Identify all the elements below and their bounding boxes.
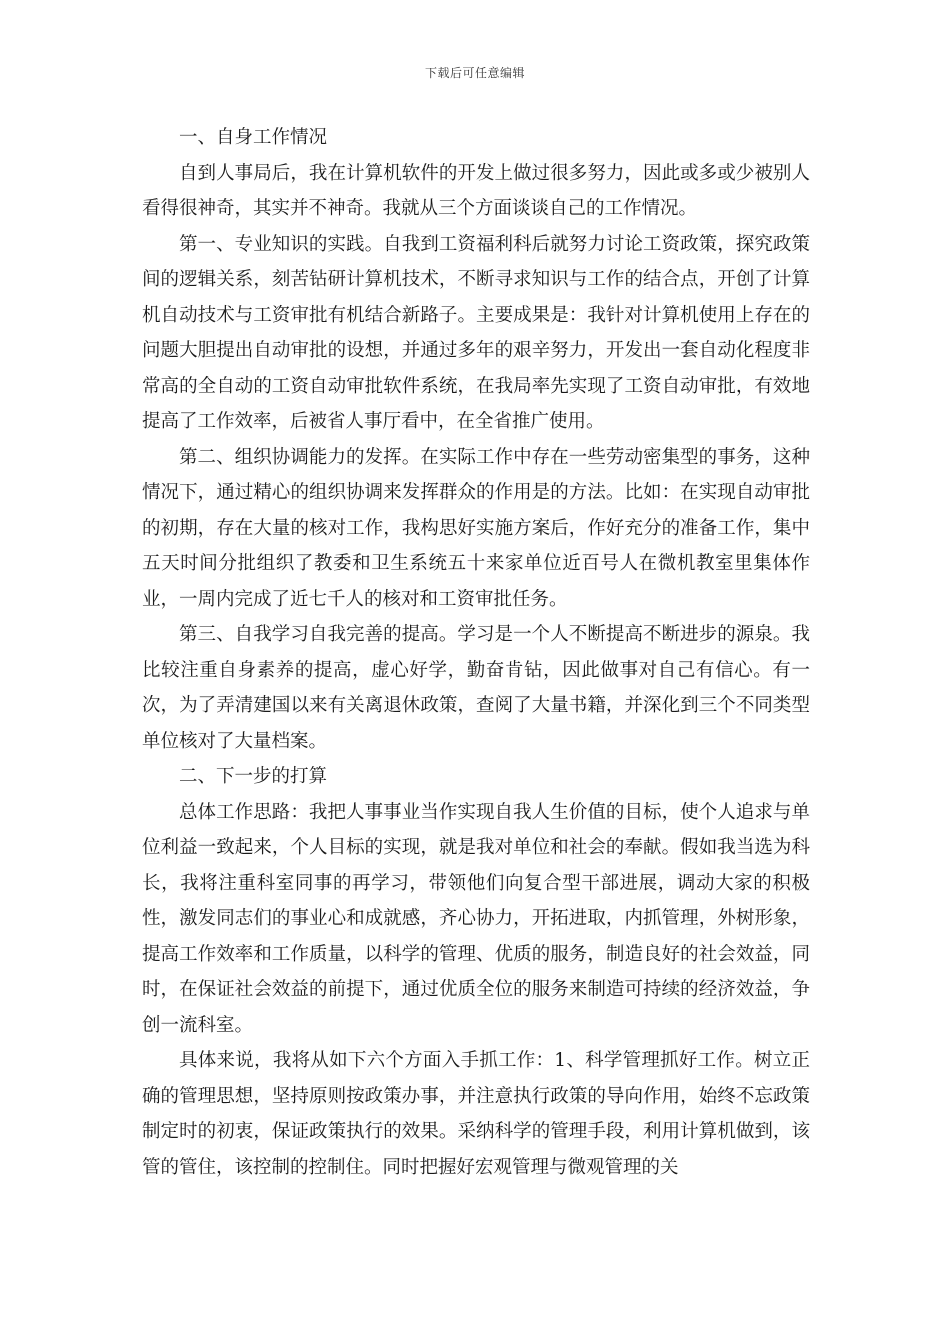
paragraph-specific-plan: 具体来说，我将从如下六个方面入手抓工作：1、科学管理抓好工作。树立正确的管理思想，坚持原则按政策办事，并注意执行政策的导向作用，始终不忘政策制定时的初衷，保证政策执行的效果。采纳科学的管理手段，利用计算机做到，该管的管住，该控制的控制住。同时把握好宏观管理与微观管理的关	[142, 1050, 810, 1178]
paragraph-overall-plan: 总体工作思路：我把人事事业当作实现自我人生价值的目标，使个人追求与单位利益一致起来，个人目标的实现，就是我对单位和社会的奉献。假如我当选为科长，我将注重科室同事的再学习，带领他们向复合型干部进展，调动大家的积极性，激发同志们的事业心和成就感，齐心协力，开拓进取，内抓管理，外树形象，提高工作效率和工作质量，以科学的管理、优质的服务，制造良好的社会效益，同时，在保证社会效益的前提下，通过优质全位的服务来制造可持续的经济效益，争创一流科室。	[142, 801, 810, 1036]
paragraph-point-2: 第二、组织协调能力的发挥。在实际工作中存在一些劳动密集型的事务，这种情况下，通过精心的组织协调来发挥群众的作用是的方法。比如：在实现自动审批的初期，存在大量的核对工作，我构思好实施方案后，作好充分的准备工作，集中五天时间分批组织了教委和卫生系统五十来家单位近百号人在微机教室里集体作业，一周内完成了近七千人的核对和工资审批任务。	[142, 446, 810, 610]
document-body	[142, 120, 810, 1185]
heading-section-1: 一、自身工作情况	[179, 127, 328, 148]
heading-section-2: 二、下一步的打算	[179, 766, 328, 787]
paragraph-intro: 自到人事局后，我在计算机软件的开发上做过很多努力，因此或多或少被别人看得很神奇，其实并不神奇。我就从三个方面谈谈自己的工作情况。	[142, 162, 810, 219]
paragraph-point-1: 第一、专业知识的实践。自我到工资福利科后就努力讨论工资政策，探究政策间的逻辑关系，刻苦钻研计算机技术，不断寻求知识与工作的结合点，开创了计算机自动技术与工资审批有机结合新路子。主要成果是：我针对计算机使用上存在的问题大胆提出自动审批的设想，并通过多年的艰辛努力，开发出一套自动化程度非常高的全自动的工资自动审批软件系统，在我局率先实现了工资自动审批，有效地提高了工作效率，后被省人事厅看中，在全省推广使用。	[142, 233, 810, 432]
paragraph-point-3: 第三、自我学习自我完善的提高。学习是一个人不断提高不断进步的源泉。我比较注重自身素养的提高，虚心好学，勤奋肯钻，因此做事对自己有信心。有一次，为了弄清建国以来有关离退休政策，查阅了大量书籍，并深化到三个不同类型单位核对了大量档案。	[142, 624, 810, 752]
page-header-note: 下载后可任意编辑	[424, 66, 525, 80]
